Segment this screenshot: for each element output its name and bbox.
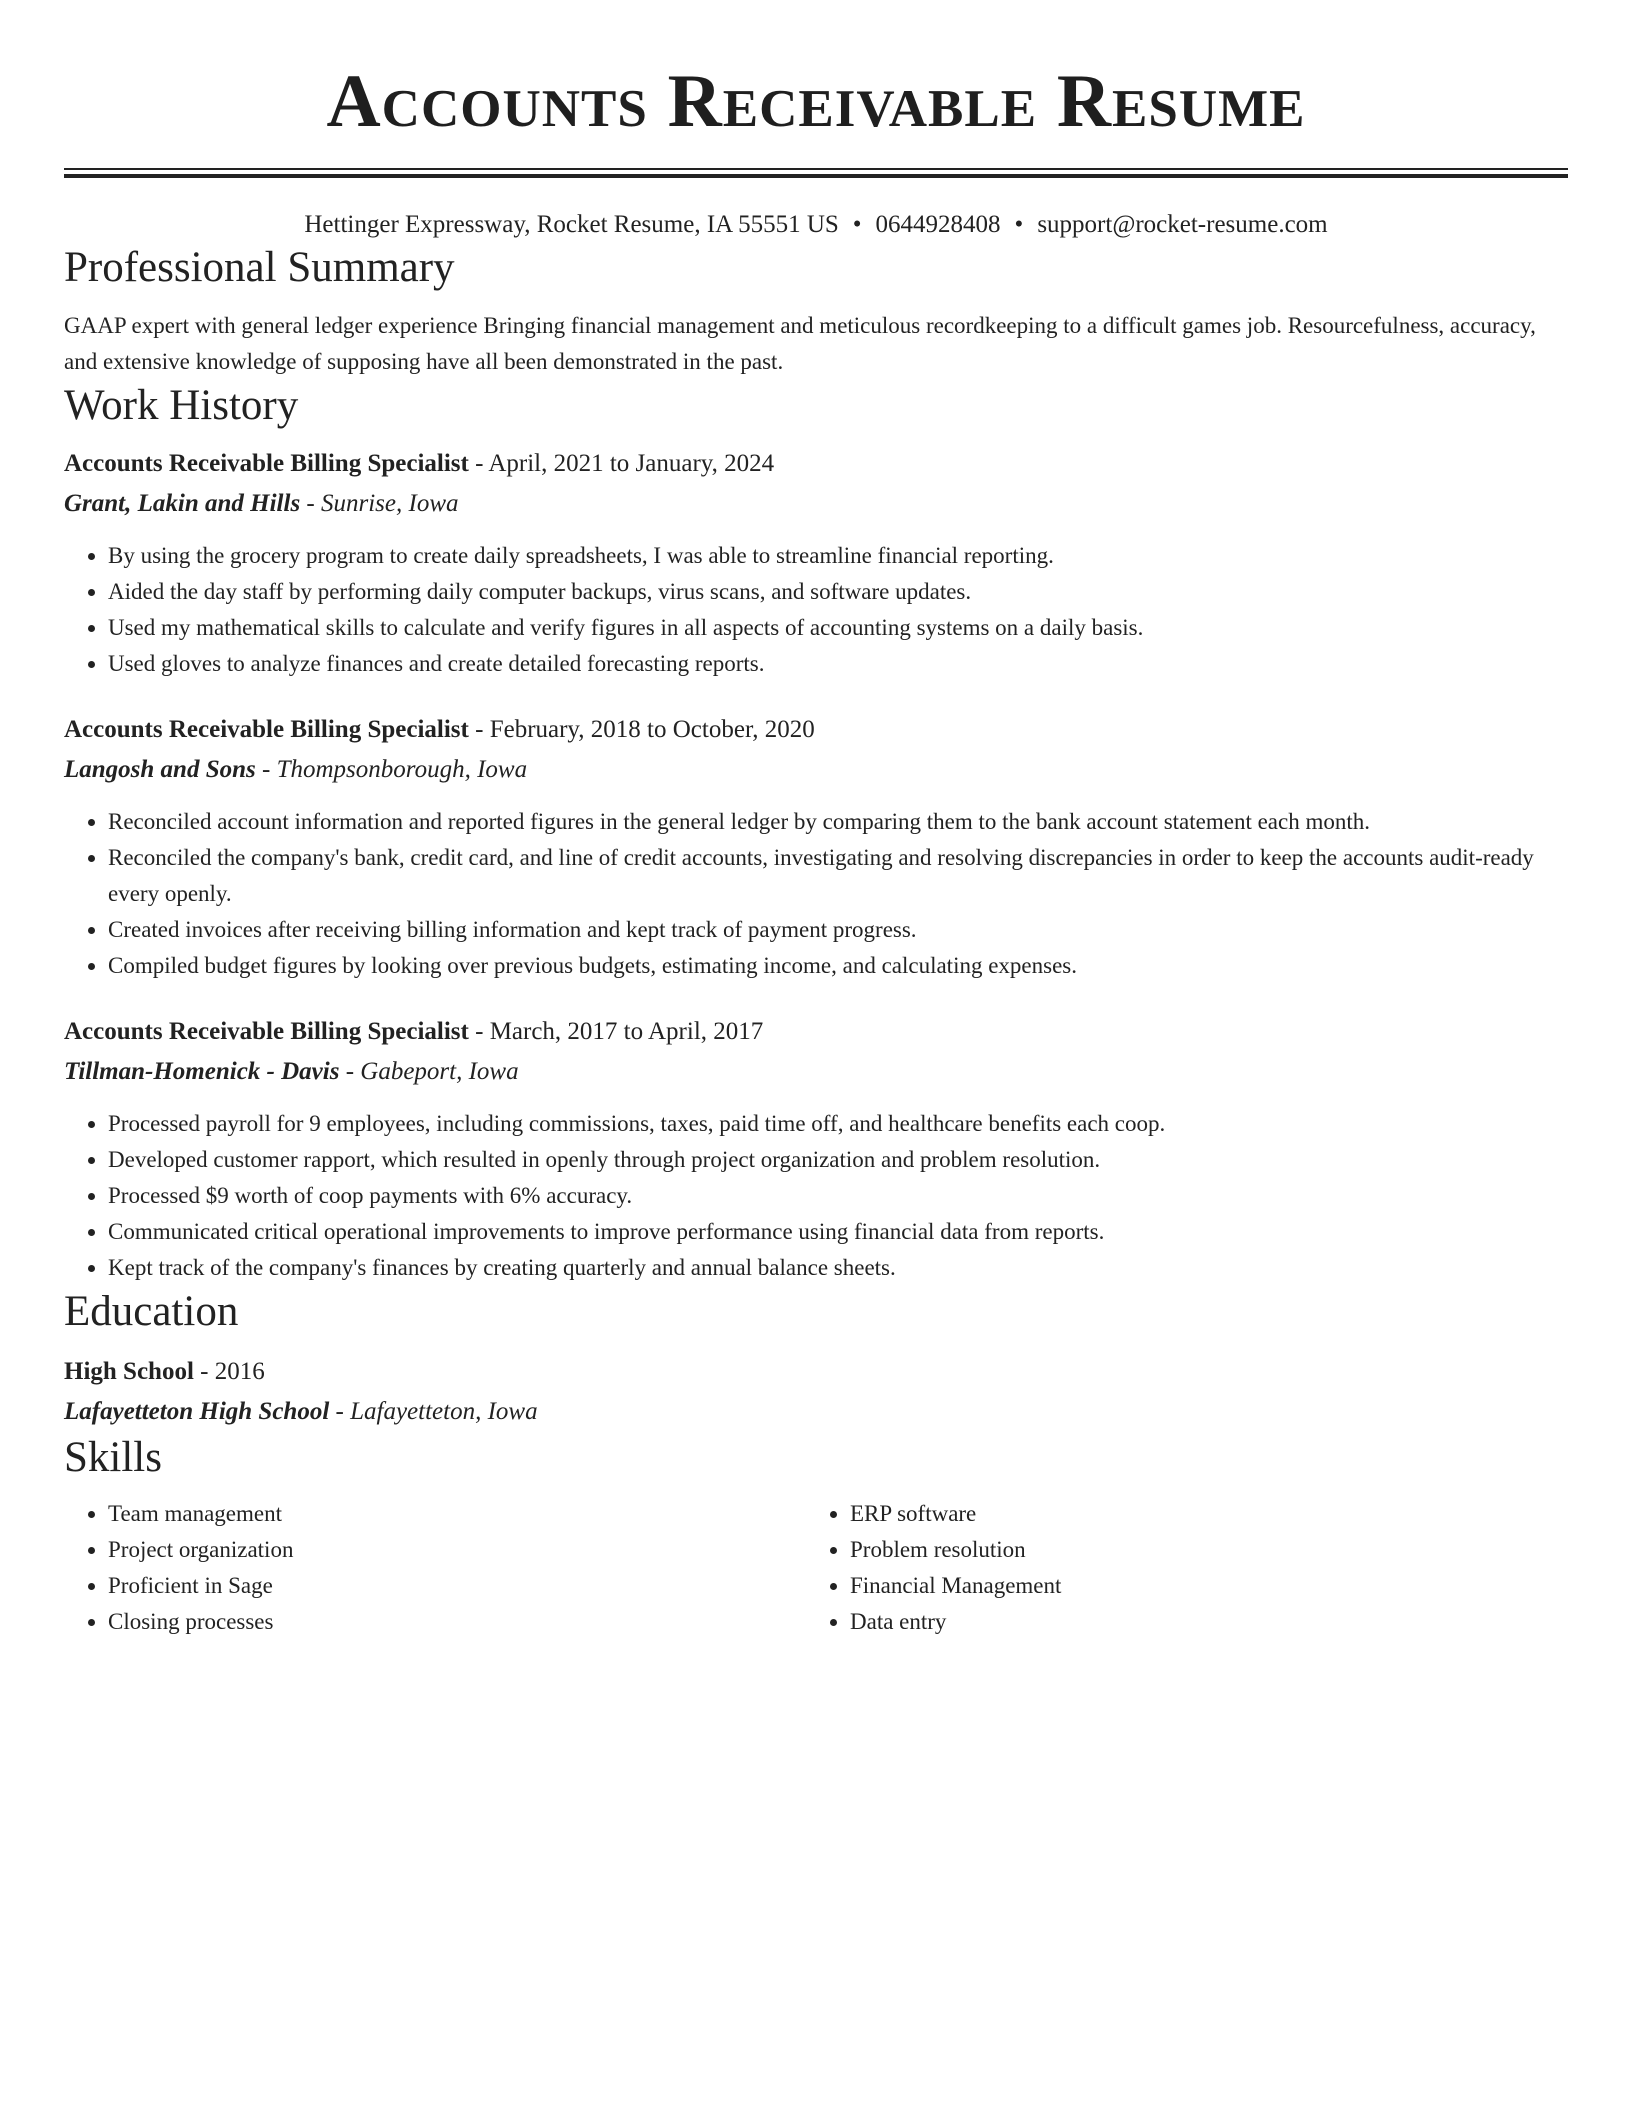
resume-title: Accounts Receivable Resume <box>326 60 1306 143</box>
contact-line <box>64 208 1568 242</box>
list-item: • Aided the day staff by performing daily computer backups, virus scans, and software updates. <box>108 574 1568 610</box>
job-company-line: Tillman-Homenick - Davis - Gabeport, Iowa <box>64 1058 519 1085</box>
list-item: • Project organization <box>108 1532 806 1568</box>
job-dates: March, 2017 to April, 2017 <box>489 1018 764 1045</box>
list-item: • Processed payroll for 9 employees, including commissions, taxes, paid time off, and healthcare benefits each coop. <box>108 1106 1568 1142</box>
job-company-line: Langosh and Sons - Thompsonborough, Iowa <box>64 756 528 783</box>
job-location: Thompsonborough, Iowa <box>276 756 528 783</box>
contact-email: support@rocket-resume.com <box>1037 211 1328 238</box>
title-divider <box>64 168 1568 178</box>
education-year: 2016 <box>214 1358 265 1385</box>
job-title: Accounts Receivable Billing Specialist <box>64 450 469 477</box>
work-history-heading: Work History <box>64 382 299 429</box>
job-location: Gabeport, Iowa <box>360 1058 519 1085</box>
job-location: Sunrise, Iowa <box>321 490 459 517</box>
list-item: • Problem resolution <box>850 1532 1548 1568</box>
contact-separator: • <box>1014 211 1024 238</box>
job-title: Accounts Receivable Billing Specialist <box>64 716 469 743</box>
education-entry <box>64 1352 1568 1432</box>
skills-column-right <box>806 1496 1548 1640</box>
education-heading: Education <box>64 1288 239 1335</box>
job-title: Accounts Receivable Billing Specialist <box>64 1018 469 1045</box>
list-item: • Used gloves to analyze finances and create detailed forecasting reports. <box>108 646 1568 682</box>
list-item: • Reconciled account information and reported figures in the general ledger by comparing them to the bank account statement each month. <box>108 804 1568 840</box>
list-item: • Reconciled the company's bank, credit card, and line of credit accounts, investigating and resolving discrepancies in order to keep the accounts audit-ready every openly. <box>108 840 1568 912</box>
list-item: • Kept track of the company's finances by creating quarterly and annual balance sheets. <box>108 1250 1568 1286</box>
list-item: • By using the grocery program to create daily spreadsheets, I was able to streamline financial reporting. <box>108 538 1568 574</box>
skills-column-left <box>64 1496 806 1640</box>
job-header: Accounts Receivable Billing Specialist - April, 2021 to January, 2024 <box>64 450 775 477</box>
list-item: • Processed $9 worth of coop payments with 6% accuracy. <box>108 1178 1568 1214</box>
education-school: Lafayetteton High School <box>64 1398 330 1425</box>
skills-list <box>64 1496 806 1640</box>
list-item: • Communicated critical operational improvements to improve performance using financial data from reports. <box>108 1214 1568 1250</box>
list-item: • Data entry <box>850 1604 1548 1640</box>
list-item: • Created invoices after receiving billing information and kept track of payment progress. <box>108 912 1568 948</box>
list-item: • Financial Management <box>850 1568 1548 1604</box>
job-bullets <box>64 1106 1568 1286</box>
education-degree: High School <box>64 1358 194 1385</box>
job-company-line: Grant, Lakin and Hills - Sunrise, Iowa <box>64 490 459 517</box>
job-dates: April, 2021 to January, 2024 <box>488 450 775 477</box>
contact-separator: • <box>852 211 862 238</box>
summary-text: GAAP expert with general ledger experience Bringing financial management and meticulous recordkeeping to a difficult games job. Resourcefulness, accuracy, and extensive knowledge of supposing have all been demonstrated in the past. <box>64 313 1536 374</box>
contact-address: Hettinger Expressway, Rocket Resume, IA 55551 US <box>304 211 839 238</box>
contact-phone: 0644928408 <box>875 211 1001 238</box>
job-bullets <box>64 804 1568 984</box>
education-location: Lafayetteton, Iowa <box>350 1398 538 1425</box>
list-item: • Proficient in Sage <box>108 1568 806 1604</box>
education-school-line: Lafayetteton High School - Lafayetteton, Iowa <box>64 1398 538 1425</box>
job-company: Grant, Lakin and Hills <box>64 490 301 517</box>
list-item: • Used my mathematical skills to calculate and verify figures in all aspects of accounting systems on a daily basis. <box>108 610 1568 646</box>
job-bullets <box>64 538 1568 682</box>
list-item: • Compiled budget figures by looking over previous budgets, estimating income, and calculating expenses. <box>108 948 1568 984</box>
summary-heading: Professional Summary <box>64 244 455 291</box>
job-company: Tillman-Homenick - Davis <box>64 1058 340 1085</box>
skills-heading: Skills <box>64 1434 162 1481</box>
job-entry <box>64 710 1568 984</box>
list-item: • Team management <box>108 1496 806 1532</box>
list-item: • Developed customer rapport, which resulted in openly through project organization and problem resolution. <box>108 1142 1568 1178</box>
education-header: High School - 2016 <box>64 1358 265 1385</box>
list-item: • Closing processes <box>108 1604 806 1640</box>
job-dates: February, 2018 to October, 2020 <box>489 716 815 743</box>
job-entry <box>64 1012 1568 1286</box>
skills-grid <box>64 1496 1568 1640</box>
job-header: Accounts Receivable Billing Specialist - February, 2018 to October, 2020 <box>64 716 815 743</box>
job-company: Langosh and Sons <box>64 756 256 783</box>
list-item: • ERP software <box>850 1496 1548 1532</box>
job-header: Accounts Receivable Billing Specialist - March, 2017 to April, 2017 <box>64 1018 764 1045</box>
skills-list <box>806 1496 1548 1640</box>
job-entry <box>64 444 1568 682</box>
